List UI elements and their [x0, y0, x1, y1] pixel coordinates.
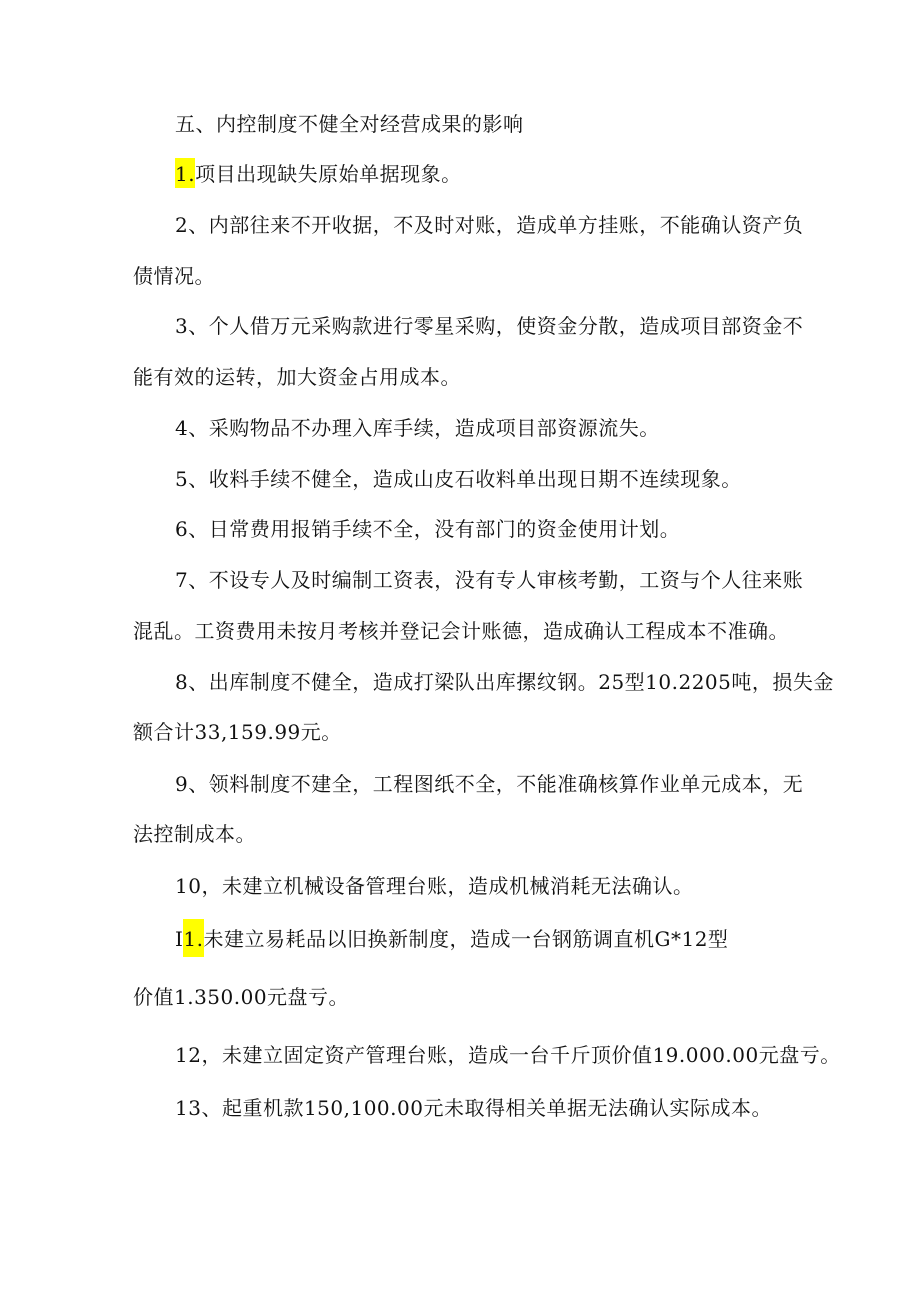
- list-item-text: 项目出现缺失原始单据现象。: [195, 162, 462, 186]
- list-item-9-line-2: 法控制成本。: [133, 822, 256, 846]
- list-item-11-line-1: [175, 925, 728, 953]
- list-item-13: 13、起重机款150,100.00元未取得相关单据无法确认实际成本。: [175, 1096, 772, 1120]
- list-item-3-line-2: 能有效的运转，加大资金占用成本。: [133, 365, 461, 389]
- highlighted-number: 1.: [183, 919, 203, 957]
- list-item-prefix: I: [175, 927, 184, 951]
- list-item-1: [175, 160, 462, 188]
- list-item-8-line-2: 额合计33,159.99元。: [133, 720, 342, 744]
- list-item-4: 4、采购物品不办理入库手续，造成项目部资源流失。: [175, 416, 660, 440]
- list-item-2-line-2: 债情况。: [133, 264, 215, 288]
- highlighted-number: 1.: [175, 158, 195, 188]
- list-item-11-line-2: 价值1.350.00元盘亏。: [133, 985, 350, 1009]
- list-item-8-line-1: 8、出库制度不健全，造成打梁队出库摞纹钢。25型10.2205吨，损失金: [175, 670, 834, 694]
- list-item-12: 12，未建立固定资产管理台账，造成一台千斤顶价值19.000.00元盘亏。: [175, 1043, 841, 1067]
- list-item-6: 6、日常费用报销手续不全，没有部门的资金使用计划。: [175, 517, 681, 541]
- list-item-text: 未建立易耗品以旧换新制度，造成一台钢筋调直机G*12型: [203, 927, 729, 951]
- list-item-5: 5、收料手续不健全，造成山皮石收料单出现日期不连续现象。: [175, 467, 742, 491]
- list-item-7-line-1: 7、不设专人及时编制工资表，没有专人审核考勤，工资与个人往来账: [175, 568, 804, 592]
- section-heading: 五、内控制度不健全对经营成果的影响: [175, 112, 524, 136]
- list-item-9-line-1: 9、领料制度不建全，工程图纸不全，不能准确核算作业单元成本，无: [175, 772, 804, 796]
- list-item-7-line-2: 混乱。工资费用未按月考核并登记会计账德，造成确认工程成本不准确。: [133, 619, 789, 643]
- list-item-10: 10，未建立机械设备管理台账，造成机械消耗无法确认。: [175, 874, 694, 898]
- list-item-3-line-1: 3、个人借万元采购款进行零星采购，使资金分散，造成项目部资金不: [175, 314, 804, 338]
- list-item-2-line-1: 2、内部往来不开收据，不及时对账，造成单方挂账，不能确认资产负: [175, 213, 804, 237]
